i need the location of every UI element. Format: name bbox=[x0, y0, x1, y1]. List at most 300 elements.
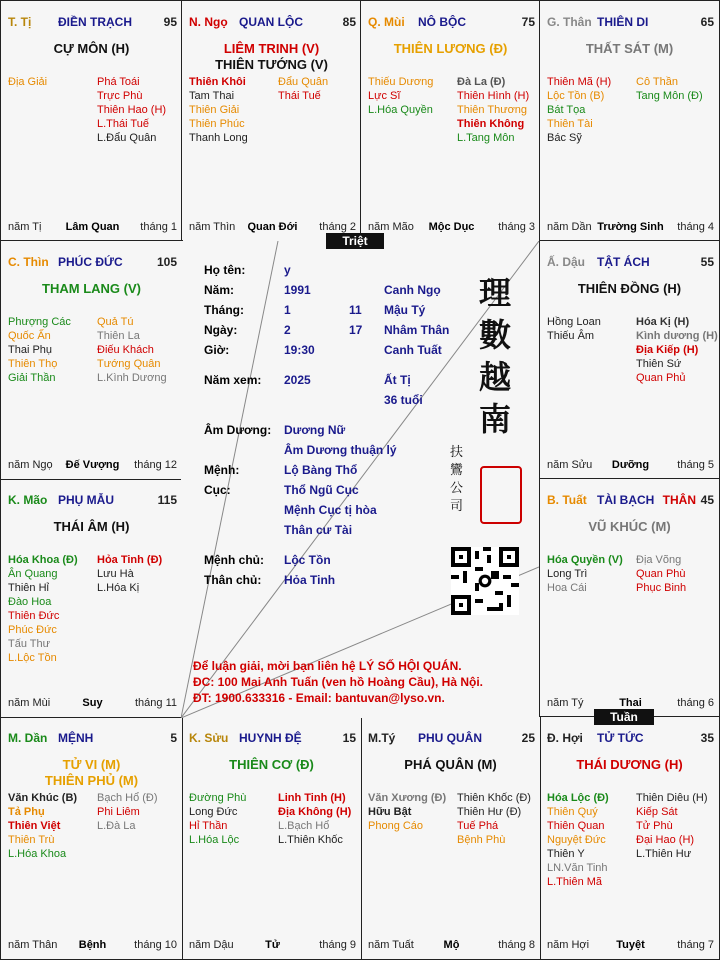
minor-star: Địa Không (H) bbox=[278, 806, 352, 818]
minor-star: L.Thiên Hư bbox=[636, 848, 692, 860]
than-marker: THÂN bbox=[662, 493, 696, 507]
contact-line-2: ĐC: 100 Mai Anh Tuấn (ven hồ Hoàng Cầu), Hà Nội. bbox=[193, 675, 484, 689]
menhchu-label: Mệnh chủ: bbox=[204, 553, 264, 567]
calligraphy-title bbox=[468, 272, 522, 440]
minor-star: Thiên La bbox=[97, 330, 140, 342]
month-num: 11 bbox=[349, 303, 362, 317]
cuc-relation: Mệnh Cục tị hòa bbox=[284, 503, 377, 517]
contact-line-1: Để luận giải, mời bạn liên hệ LÝ SỐ HỘI QUÁN. bbox=[193, 659, 462, 673]
calligraphy-char: 越 bbox=[478, 358, 511, 396]
minor-star: Hóa Lộc (Đ) bbox=[547, 792, 609, 804]
decade-age: 45 bbox=[700, 493, 714, 507]
minor-stars-right bbox=[97, 315, 167, 385]
palace-header bbox=[8, 15, 177, 31]
minor-stars-left bbox=[547, 553, 623, 595]
palace-cell[interactable] bbox=[0, 716, 183, 960]
minor-star: Bác Sỹ bbox=[547, 132, 582, 144]
minor-star: Thiên Sứ bbox=[636, 358, 682, 370]
day-solar: 2 bbox=[284, 323, 291, 337]
earthly-branch: B. Tuất bbox=[547, 493, 587, 507]
red-seal-stamp bbox=[480, 466, 522, 524]
hour-value: 19:30 bbox=[284, 343, 315, 357]
decade-age: 15 bbox=[342, 731, 356, 745]
year-label: năm Tý bbox=[547, 697, 584, 709]
minor-star: Tang Môn (Đ) bbox=[636, 90, 703, 102]
earthly-branch: Q. Mùi bbox=[368, 15, 405, 29]
palace-name: MỆNH bbox=[58, 731, 94, 745]
decade-age: 75 bbox=[521, 15, 535, 29]
earthly-branch: K. Mão bbox=[8, 493, 48, 507]
cuc-value: Thổ Ngũ Cục bbox=[284, 483, 359, 497]
palace-name: TÀI BẠCH bbox=[597, 493, 655, 507]
main-stars bbox=[1, 281, 182, 297]
minor-star: Địa Giải bbox=[8, 76, 48, 88]
day-lunar: Nhâm Thân bbox=[384, 323, 450, 337]
decade-age: 35 bbox=[700, 731, 714, 745]
minor-star: Hữu Bật bbox=[368, 806, 412, 818]
life-phase: Quan Đới bbox=[247, 221, 298, 233]
palace-header bbox=[368, 731, 535, 747]
minor-star: Thiên Khôi bbox=[189, 76, 246, 88]
minor-star: Thiên Phúc bbox=[189, 118, 245, 130]
minor-stars-left bbox=[189, 791, 246, 847]
year-label: năm Thân bbox=[8, 939, 58, 951]
palace-cell[interactable] bbox=[0, 240, 183, 480]
minor-star: Phá Toái bbox=[97, 76, 140, 88]
palace-header bbox=[8, 493, 177, 509]
minor-star: Hóa Kị (H) bbox=[636, 316, 690, 328]
minor-stars-right bbox=[636, 75, 703, 103]
palace-header bbox=[547, 731, 714, 747]
main-star: THIÊN PHỦ (M) bbox=[44, 773, 139, 788]
life-phase: Dưỡng bbox=[611, 459, 650, 471]
life-phase: Tuyệt bbox=[616, 939, 645, 951]
earthly-branch: G. Thân bbox=[547, 15, 592, 29]
minor-star: L.Hóa Kị bbox=[97, 582, 140, 594]
minor-star: Thiên Tài bbox=[547, 118, 593, 130]
minor-stars-left bbox=[547, 315, 601, 343]
main-star: THÁI DƯƠNG (H) bbox=[576, 757, 683, 772]
menh-label: Mệnh: bbox=[204, 463, 240, 477]
minor-star: Thiên Quan bbox=[547, 820, 605, 832]
year-label: năm Dần bbox=[547, 221, 592, 233]
minor-star: L.Hóa Khoa bbox=[8, 848, 67, 860]
palace-footer bbox=[8, 939, 177, 953]
minor-stars-right bbox=[278, 791, 351, 847]
year-label: năm Tuất bbox=[368, 939, 414, 951]
minor-stars-right bbox=[636, 791, 708, 861]
month-label: tháng 7 bbox=[677, 939, 714, 951]
calligraphy-char: 南 bbox=[478, 400, 511, 438]
minor-star: L.Thiên Mã bbox=[547, 876, 603, 888]
minor-star: Thiên Mã (H) bbox=[547, 76, 612, 88]
minor-star: Địa Kiếp (H) bbox=[636, 344, 699, 356]
palace-cell[interactable] bbox=[360, 0, 541, 242]
minor-star: L.Kình Dương bbox=[97, 372, 167, 384]
minor-star: Cô Thần bbox=[636, 76, 678, 88]
month-label: tháng 6 bbox=[677, 697, 714, 709]
minor-star: Thiếu Âm bbox=[547, 330, 595, 342]
year-label: năm Thìn bbox=[189, 221, 236, 233]
minor-star: Linh Tinh (H) bbox=[278, 792, 346, 804]
main-star: THIÊN LƯƠNG (Đ) bbox=[393, 41, 508, 56]
earthly-branch: Đ. Hợi bbox=[547, 731, 583, 745]
minor-star: Kiếp Sát bbox=[636, 806, 678, 818]
palace-name: ĐIỀN TRẠCH bbox=[58, 15, 132, 29]
minor-star: L.Hóa Lộc bbox=[189, 834, 240, 846]
life-phase: Thai bbox=[619, 697, 642, 709]
cuc-label: Cục: bbox=[204, 483, 231, 497]
month-label: tháng 10 bbox=[134, 939, 177, 951]
minor-star: Long Trì bbox=[547, 568, 588, 580]
palace-footer bbox=[8, 697, 177, 711]
year-solar: 1991 bbox=[284, 283, 311, 297]
minor-star: Tử Phù bbox=[636, 820, 673, 832]
name-label: Họ tên: bbox=[204, 263, 246, 277]
palace-name: THIÊN DI bbox=[597, 15, 649, 29]
main-star: CỰ MÔN (H) bbox=[53, 41, 130, 56]
life-phase: Mộc Dục bbox=[428, 221, 475, 233]
minor-stars-left bbox=[8, 791, 77, 861]
earthly-branch: M. Dần bbox=[8, 731, 48, 745]
minor-star: Ân Quang bbox=[8, 568, 58, 580]
decade-age: 55 bbox=[700, 255, 714, 269]
menhchu-value: Lộc Tồn bbox=[284, 553, 331, 567]
month-label: tháng 4 bbox=[677, 221, 714, 233]
palace-cell[interactable] bbox=[0, 0, 183, 242]
menh-value: Lộ Bàng Thổ bbox=[284, 463, 358, 477]
palace-footer bbox=[189, 939, 356, 953]
minor-star: Đào Hoa bbox=[8, 596, 52, 608]
minor-stars-right bbox=[636, 315, 718, 385]
minor-star: L.Lộc Tồn bbox=[8, 652, 57, 664]
earthly-branch: C. Thìn bbox=[8, 255, 49, 269]
minor-star: Hỏa Tinh (Đ) bbox=[97, 554, 163, 566]
palace-name: TỬ TỨC bbox=[597, 731, 644, 745]
main-star: THÁI ÂM (H) bbox=[53, 519, 130, 534]
day-label: Ngày: bbox=[204, 323, 238, 337]
minor-star: Lưu Hà bbox=[97, 568, 134, 580]
palace-footer bbox=[547, 221, 714, 235]
earthly-branch: N. Ngọ bbox=[189, 15, 228, 29]
palace-header bbox=[368, 15, 535, 31]
earthly-branch: K. Sửu bbox=[189, 731, 229, 745]
palace-header bbox=[189, 731, 356, 747]
minor-star: Đường Phù bbox=[189, 792, 247, 804]
earthly-branch: Ấ. Dậu bbox=[547, 255, 586, 269]
calligraphy-char: 理 bbox=[478, 274, 511, 312]
minor-stars-right bbox=[97, 553, 162, 595]
minor-star: Thiên Hao (H) bbox=[97, 104, 167, 116]
minor-stars-left bbox=[8, 75, 47, 89]
main-star: THIÊN CƠ (Đ) bbox=[229, 757, 314, 772]
minor-star: Quan Phù bbox=[636, 568, 686, 580]
minor-star: Địa Võng bbox=[636, 554, 682, 566]
life-phase: Suy bbox=[82, 697, 103, 709]
day-num: 17 bbox=[349, 323, 363, 337]
viewyear-label: Năm xem: bbox=[204, 373, 262, 387]
minor-star: L.Hóa Quyền bbox=[368, 104, 433, 116]
life-phase: Lâm Quan bbox=[65, 221, 120, 233]
minor-star: Thanh Long bbox=[189, 132, 248, 144]
palace-cell[interactable] bbox=[539, 478, 720, 718]
palace-cell[interactable] bbox=[181, 0, 362, 242]
minor-star: Long Đức bbox=[189, 806, 238, 818]
life-phase: Tử bbox=[265, 939, 280, 951]
than-cu: Thân cư Tài bbox=[284, 523, 353, 537]
minor-stars-right bbox=[278, 75, 328, 103]
minor-star: Tam Thai bbox=[189, 90, 235, 102]
minor-star: Đà La (Đ) bbox=[457, 76, 506, 88]
minor-star: Đại Hao (H) bbox=[636, 834, 695, 846]
month-label: tháng 9 bbox=[319, 939, 356, 951]
earthly-branch: M.Tý bbox=[368, 731, 396, 745]
month-label: tháng 5 bbox=[677, 459, 714, 471]
minor-star: Tấu Thư bbox=[8, 638, 51, 650]
minor-star: Hỉ Thần bbox=[189, 820, 228, 832]
minor-stars-left bbox=[8, 553, 78, 665]
palace-header bbox=[547, 493, 714, 509]
minor-stars-left bbox=[368, 75, 433, 117]
minor-star: L.Đẩu Quân bbox=[97, 132, 157, 144]
palace-cell[interactable] bbox=[0, 478, 183, 718]
minor-star: Thiên Thọ bbox=[8, 358, 58, 370]
month-label: tháng 12 bbox=[134, 459, 177, 471]
palace-cell[interactable] bbox=[539, 716, 720, 960]
year-label: Năm: bbox=[204, 283, 235, 297]
palace-footer bbox=[547, 459, 714, 473]
minor-star: L.Đà La bbox=[97, 820, 136, 832]
main-stars bbox=[540, 757, 719, 773]
year-lunar: Canh Ngọ bbox=[384, 283, 441, 297]
main-star: THIÊN TƯỚNG (V) bbox=[215, 57, 328, 72]
minor-star: L.Thiên Khốc bbox=[278, 834, 343, 846]
minor-star: Thai Phụ bbox=[8, 344, 53, 356]
minor-star: Điếu Khách bbox=[97, 344, 154, 356]
minor-star: Thiên Y bbox=[547, 848, 585, 860]
main-star: TỬ VI (M) bbox=[62, 757, 121, 772]
minor-star: Thiên Hư (Đ) bbox=[457, 806, 522, 818]
minor-star: L.Bạch Hổ bbox=[278, 820, 330, 832]
palace-name: PHỤ MẪU bbox=[58, 493, 114, 507]
palace-name: NÔ BỘC bbox=[418, 15, 466, 29]
main-stars bbox=[540, 281, 719, 297]
minor-star: Phi Liêm bbox=[97, 806, 140, 818]
tuan-marker: Tuần bbox=[594, 709, 654, 725]
palace-footer bbox=[547, 939, 714, 953]
calligraphy-subtitle: 扶鸞公司 bbox=[450, 445, 464, 514]
minor-stars-left bbox=[547, 791, 609, 889]
month-label: Tháng: bbox=[204, 303, 244, 317]
minor-star: Văn Khúc (B) bbox=[8, 792, 78, 804]
year-label: năm Ngọ bbox=[8, 459, 53, 471]
palace-footer bbox=[8, 221, 177, 235]
life-phase: Mộ bbox=[443, 939, 460, 951]
minor-star: Thiên Hỉ bbox=[8, 582, 49, 594]
main-stars bbox=[361, 41, 540, 57]
main-stars bbox=[540, 519, 719, 535]
minor-stars-left bbox=[547, 75, 611, 145]
amduong-note: Âm Dương thuận lý bbox=[284, 443, 397, 457]
minor-star: Phượng Các bbox=[8, 316, 71, 328]
minor-star: Bạch Hổ (Đ) bbox=[97, 792, 158, 804]
earthly-branch: T. Tị bbox=[8, 15, 32, 29]
minor-star: Lộc Tồn (B) bbox=[547, 90, 605, 102]
name-value: y bbox=[284, 263, 291, 277]
main-star: LIÊM TRINH (V) bbox=[223, 41, 320, 56]
main-stars bbox=[540, 41, 719, 57]
main-stars bbox=[361, 757, 540, 773]
palace-name: HUYNH ĐỆ bbox=[239, 731, 302, 745]
minor-stars-right bbox=[457, 75, 529, 145]
main-stars bbox=[182, 41, 361, 73]
hour-label: Giờ: bbox=[204, 343, 230, 357]
calligraphy-char: 數 bbox=[478, 316, 511, 354]
decade-age: 95 bbox=[163, 15, 177, 29]
minor-star: Phục Binh bbox=[636, 582, 687, 594]
palace-name: QUAN LỘC bbox=[239, 15, 303, 29]
thanchu-label: Thân chủ: bbox=[204, 573, 262, 587]
minor-star: Tuế Phá bbox=[457, 820, 499, 832]
minor-star: L.Tang Môn bbox=[457, 132, 515, 144]
minor-star: Bát Tọa bbox=[547, 104, 586, 116]
decade-age: 5 bbox=[170, 731, 177, 745]
viewyear-lunar: Ất Tị bbox=[384, 373, 411, 387]
main-star: THẤT SÁT (M) bbox=[585, 41, 674, 56]
life-phase: Đế Vượng bbox=[65, 459, 120, 471]
month-label: tháng 2 bbox=[319, 221, 356, 233]
minor-star: Thiên Diêu (H) bbox=[636, 792, 708, 804]
month-label: tháng 3 bbox=[498, 221, 535, 233]
minor-star: Thiếu Dương bbox=[368, 76, 434, 88]
year-label: năm Tị bbox=[8, 221, 42, 233]
minor-star: Trực Phù bbox=[97, 90, 143, 102]
palace-name: PHÚC ĐỨC bbox=[58, 255, 123, 269]
decade-age: 65 bbox=[700, 15, 714, 29]
minor-star: Hóa Quyền (V) bbox=[547, 554, 623, 566]
minor-star: Quốc Ấn bbox=[8, 330, 51, 342]
minor-star: Thiên Không bbox=[457, 118, 525, 130]
contact-line-3: ĐT: 1900.633316 - Email: bantuvan@lyso.vn. bbox=[193, 691, 445, 705]
main-stars bbox=[1, 41, 182, 57]
minor-star: Bệnh Phù bbox=[457, 834, 506, 846]
life-phase: Trường Sinh bbox=[597, 221, 664, 233]
minor-star: Lực Sĩ bbox=[368, 90, 401, 102]
minor-star: Thái Tuế bbox=[278, 90, 321, 102]
minor-star: Tướng Quân bbox=[97, 358, 161, 370]
palace-header bbox=[189, 15, 356, 31]
minor-star: Quan Phủ bbox=[636, 372, 686, 384]
minor-star: Văn Xương (Đ) bbox=[368, 792, 447, 804]
minor-star: Giải Thần bbox=[8, 372, 56, 384]
viewyear-value: 2025 bbox=[284, 373, 311, 387]
life-phase: Bệnh bbox=[78, 939, 107, 951]
minor-star: Nguyệt Đức bbox=[547, 834, 606, 846]
minor-star: Đẩu Quân bbox=[278, 76, 329, 88]
decade-age: 115 bbox=[157, 493, 177, 507]
minor-stars-left bbox=[189, 75, 248, 145]
minor-star: L.Thái Tuế bbox=[97, 118, 149, 130]
palace-header bbox=[547, 255, 714, 271]
minor-stars-right bbox=[97, 791, 158, 833]
amduong-label: Âm Dương: bbox=[204, 423, 272, 437]
qr-code-icon[interactable] bbox=[451, 547, 519, 615]
triet-marker: Triệt bbox=[326, 233, 384, 249]
amduong-value: Dương Nữ bbox=[284, 423, 346, 437]
minor-star: Quả Tú bbox=[97, 316, 134, 328]
main-star: THIÊN ĐỒNG (H) bbox=[577, 281, 682, 296]
minor-star: Hồng Loan bbox=[547, 316, 601, 328]
palace-footer bbox=[368, 939, 535, 953]
minor-star: Hóa Khoa (Đ) bbox=[8, 554, 78, 566]
minor-star: LN.Văn Tinh bbox=[547, 862, 608, 874]
main-stars bbox=[1, 757, 182, 789]
main-star: THAM LANG (V) bbox=[42, 281, 141, 296]
year-label: năm Dậu bbox=[189, 939, 234, 951]
age-value: 36 tuổi bbox=[384, 393, 423, 407]
decade-age: 105 bbox=[156, 255, 177, 269]
minor-star: Thiên Quý bbox=[547, 806, 598, 818]
month-label: tháng 11 bbox=[134, 697, 177, 709]
minor-star: Thiên Khốc (Đ) bbox=[457, 792, 531, 804]
palace-name: TẬT ÁCH bbox=[597, 255, 650, 269]
palace-footer bbox=[8, 459, 177, 473]
palace-cell[interactable] bbox=[539, 0, 720, 242]
minor-stars-right bbox=[457, 791, 531, 847]
palace-footer bbox=[368, 221, 535, 235]
year-label: năm Mùi bbox=[8, 697, 51, 709]
minor-star: Kình dương (H) bbox=[636, 330, 718, 342]
main-star: VŨ KHÚC (M) bbox=[588, 519, 671, 534]
palace-cell[interactable] bbox=[360, 716, 541, 960]
palace-header bbox=[547, 15, 714, 31]
palace-header bbox=[8, 731, 177, 747]
palace-cell[interactable] bbox=[181, 716, 362, 960]
hour-lunar: Canh Tuất bbox=[384, 343, 442, 357]
minor-star: Phong Cáo bbox=[368, 820, 424, 832]
palace-cell[interactable] bbox=[539, 240, 720, 480]
main-stars bbox=[1, 519, 182, 535]
minor-star: Hoa Cái bbox=[547, 582, 587, 594]
minor-star: Thiên Thương bbox=[457, 104, 528, 116]
minor-stars-right bbox=[97, 75, 166, 145]
year-label: năm Sửu bbox=[547, 459, 593, 471]
main-stars bbox=[182, 757, 361, 773]
decade-age: 25 bbox=[521, 731, 535, 745]
palace-header bbox=[8, 255, 177, 271]
decade-age: 85 bbox=[342, 15, 356, 29]
main-star: PHÁ QUÂN (M) bbox=[404, 757, 497, 772]
minor-stars-left bbox=[8, 315, 71, 385]
year-label: năm Mão bbox=[368, 221, 414, 233]
minor-star: Tả Phụ bbox=[8, 806, 45, 818]
minor-stars-left bbox=[368, 791, 446, 833]
month-label: tháng 8 bbox=[498, 939, 535, 951]
minor-star: Thiên Giải bbox=[189, 104, 240, 116]
minor-stars-right bbox=[636, 553, 686, 595]
palace-name: PHU QUÂN bbox=[418, 731, 483, 745]
thanchu-value: Hỏa Tinh bbox=[284, 573, 336, 587]
month-lunar: Mậu Tý bbox=[384, 303, 426, 317]
year-label: năm Hợi bbox=[547, 939, 590, 951]
month-label: tháng 1 bbox=[140, 221, 177, 233]
minor-star: Thiên Hình (H) bbox=[457, 90, 530, 102]
minor-star: Thiên Trù bbox=[8, 834, 55, 846]
minor-star: Thiên Đức bbox=[8, 610, 60, 622]
minor-star: Thiên Việt bbox=[8, 820, 61, 832]
minor-star: Phúc Đức bbox=[8, 624, 57, 636]
month-solar: 1 bbox=[284, 303, 291, 317]
